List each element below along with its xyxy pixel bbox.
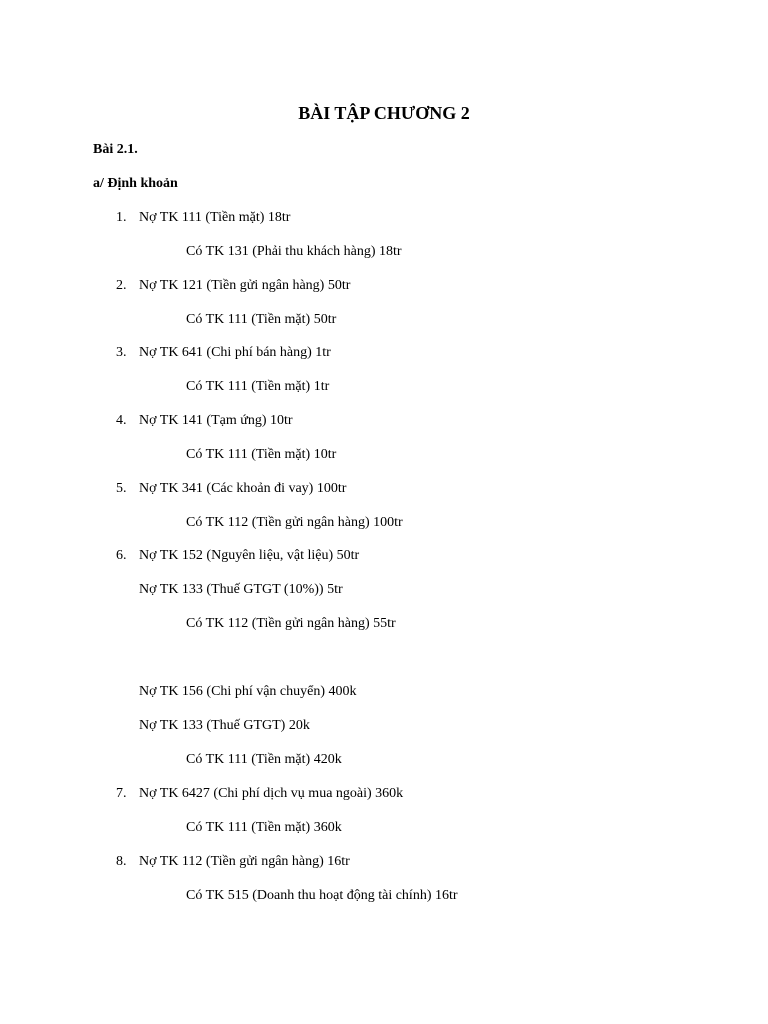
debit-line: Nợ TK 152 (Nguyên liệu, vật liệu) 50tr	[139, 548, 360, 563]
credit-line: Có TK 111 (Tiền mặt) 360k	[186, 820, 342, 835]
entry-number: 7.	[116, 786, 127, 801]
credit-line: Có TK 112 (Tiền gửi ngân hàng) 55tr	[186, 616, 396, 631]
credit-line: Có TK 111 (Tiền mặt) 10tr	[186, 447, 337, 462]
section-label: a/ Định khoản	[93, 176, 178, 191]
entry-number: 3.	[116, 345, 127, 360]
debit-line: Nợ TK 121 (Tiền gửi ngân hàng) 50tr	[139, 278, 351, 293]
debit-line: Nợ TK 141 (Tạm ứng) 10tr	[139, 413, 293, 428]
debit-line: Nợ TK 111 (Tiền mặt) 18tr	[139, 210, 291, 225]
page-title: BÀI TẬP CHƯƠNG 2	[298, 103, 470, 123]
debit-line: Nợ TK 341 (Các khoản đi vay) 100tr	[139, 481, 347, 496]
entry-number: 1.	[116, 210, 127, 225]
debit-line: Nợ TK 133 (Thuế GTGT) 20k	[139, 718, 310, 733]
debit-line: Nợ TK 6427 (Chi phí dịch vụ mua ngoài) 360k	[139, 786, 404, 801]
credit-line: Có TK 111 (Tiền mặt) 1tr	[186, 379, 330, 394]
credit-line: Có TK 111 (Tiền mặt) 420k	[186, 752, 342, 767]
entry-number: 8.	[116, 854, 127, 869]
exercise-label: Bài 2.1.	[93, 142, 138, 157]
credit-line: Có TK 515 (Doanh thu hoạt động tài chính) 16tr	[186, 888, 458, 903]
credit-line: Có TK 131 (Phải thu khách hàng) 18tr	[186, 244, 402, 259]
entry-number: 5.	[116, 481, 127, 496]
entry-number: 2.	[116, 278, 127, 293]
debit-line: Nợ TK 156 (Chi phí vận chuyển) 400k	[139, 684, 357, 699]
entry-number: 4.	[116, 413, 127, 428]
credit-line: Có TK 112 (Tiền gửi ngân hàng) 100tr	[186, 515, 403, 530]
debit-line: Nợ TK 641 (Chi phí bán hàng) 1tr	[139, 345, 331, 360]
credit-line: Có TK 111 (Tiền mặt) 50tr	[186, 312, 337, 327]
debit-line: Nợ TK 133 (Thuế GTGT (10%)) 5tr	[139, 582, 343, 597]
debit-line: Nợ TK 112 (Tiền gửi ngân hàng) 16tr	[139, 854, 350, 869]
entry-number: 6.	[116, 548, 127, 563]
